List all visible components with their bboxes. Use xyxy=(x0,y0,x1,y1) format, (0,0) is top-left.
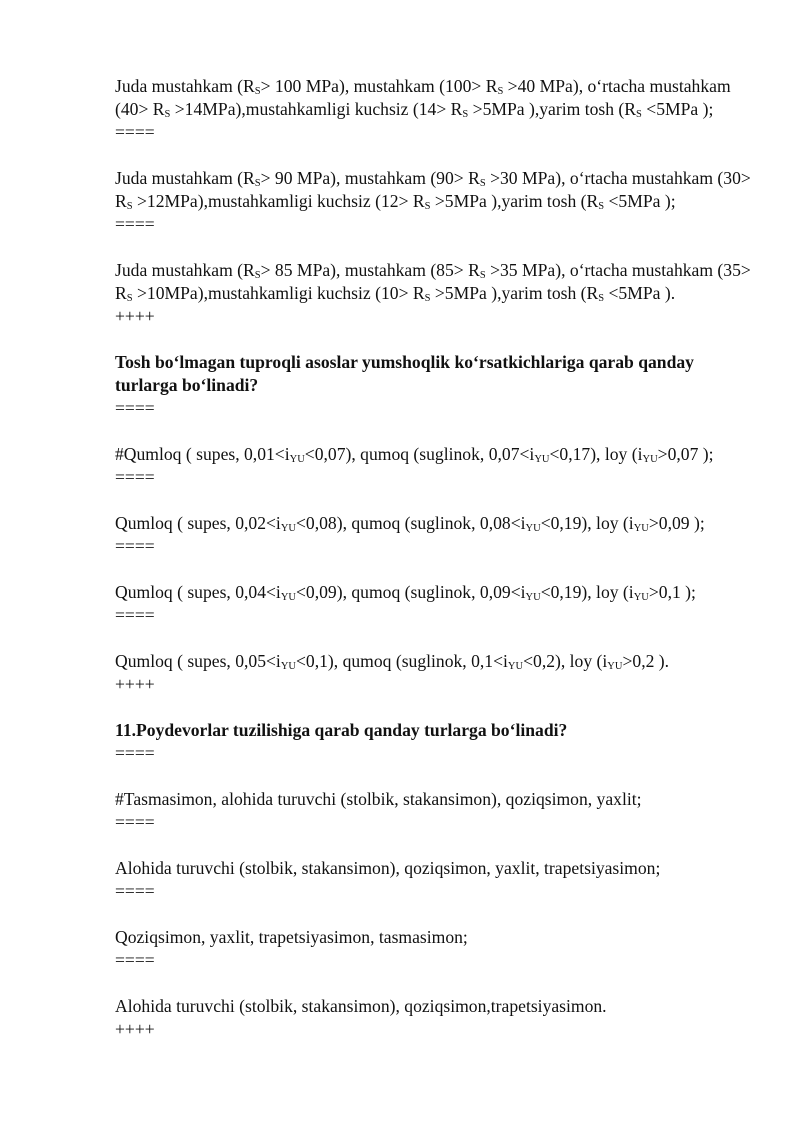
separator: ==== xyxy=(115,214,155,234)
answer-option: Qumloq ( supes, $0,02<i_{YU}<0,08$), qumoq (suglinok, $0,08<i_{YU}<0,19$), loy ($i_{YU}>0,09$ ); xyxy=(115,513,705,534)
answer-option: Juda mustahkam ($R_S> 90$ MPa), mustahkam ($90> R_S >30$ MPa), o‘rtacha mustahkam ($30> R_S$ >12MPa),mustahkamligi kuchsiz ($12> R_S >5MPa$ ),yarim tosh ($R_S <5MPa$ ); xyxy=(115,168,751,212)
answer-option: Qumloq ( supes, $0,05<i_{YU}<0,1$), qumoq (suglinok, $0,1<i_{YU}<0,2$), loy ($i_{YU}>0,2$ ). xyxy=(115,651,670,672)
question-text: Tosh bo‘lmagan tuproqli asoslar yumshoqlik ko‘rsatkichlariga qarab qanday turlarga bo‘linadi? xyxy=(115,352,694,395)
answer-option: Juda mustahkam ($R_S> 100$ MPa), mustahkam ($100> R_S >40$ MPa), o‘rtacha mustahkam ($40> R_S$ >14MPa),mustahkamligi kuchsiz ($14> R_S >5MPa$ ),yarim tosh ($R_S <5MPa$ ); xyxy=(115,76,731,120)
document-page xyxy=(115,75,755,1041)
answer-option: Alohida turuvchi (stolbik, stakansimon), qoziqsimon, yaxlit, trapetsiyasimon; xyxy=(115,858,661,878)
separator: ==== xyxy=(115,881,155,901)
separator: ==== xyxy=(115,950,155,970)
separator: ==== xyxy=(115,122,155,142)
answer-option: Juda mustahkam ($R_S> 85$ MPa), mustahkam ($85> R_S >35$ MPa), o‘rtacha mustahkam ($35> R_S$ >10MPa),mustahkamligi kuchsiz ($10> R_S >5MPa$ ),yarim tosh ($R_S <5MPa$ ). xyxy=(115,260,751,304)
answer-option: Alohida turuvchi (stolbik, stakansimon), qoziqsimon,trapetsiyasimon. xyxy=(115,996,607,1016)
separator: ==== xyxy=(115,743,155,763)
separator: ==== xyxy=(115,605,155,625)
separator: ==== xyxy=(115,398,155,418)
question-text: 11.Poydevorlar tuzilishiga qarab qanday turlarga bo‘linadi? xyxy=(115,720,568,740)
end-marker: ++++ xyxy=(115,1019,155,1039)
separator: ==== xyxy=(115,812,155,832)
end-marker: ++++ xyxy=(115,674,155,694)
answer-option: Qoziqsimon, yaxlit, trapetsiyasimon, tasmasimon; xyxy=(115,927,468,947)
separator: ==== xyxy=(115,467,155,487)
answer-option: #Qumloq ( supes, $0,01<i_{YU}<0,07$), qumoq (suglinok, $0,07<i_{YU}<0,17$), loy ($i_{YU}>0,07$ ); xyxy=(115,444,714,465)
answer-option: Qumloq ( supes, $0,04<i_{YU}<0,09$), qumoq (suglinok, $0,09<i_{YU}<0,19$), loy ($i_{YU}>0,1$ ); xyxy=(115,582,696,603)
answer-option: #Tasmasimon, alohida turuvchi (stolbik, stakansimon), qoziqsimon, yaxlit; xyxy=(115,789,642,809)
separator: ==== xyxy=(115,536,155,556)
end-marker: ++++ xyxy=(115,306,155,326)
